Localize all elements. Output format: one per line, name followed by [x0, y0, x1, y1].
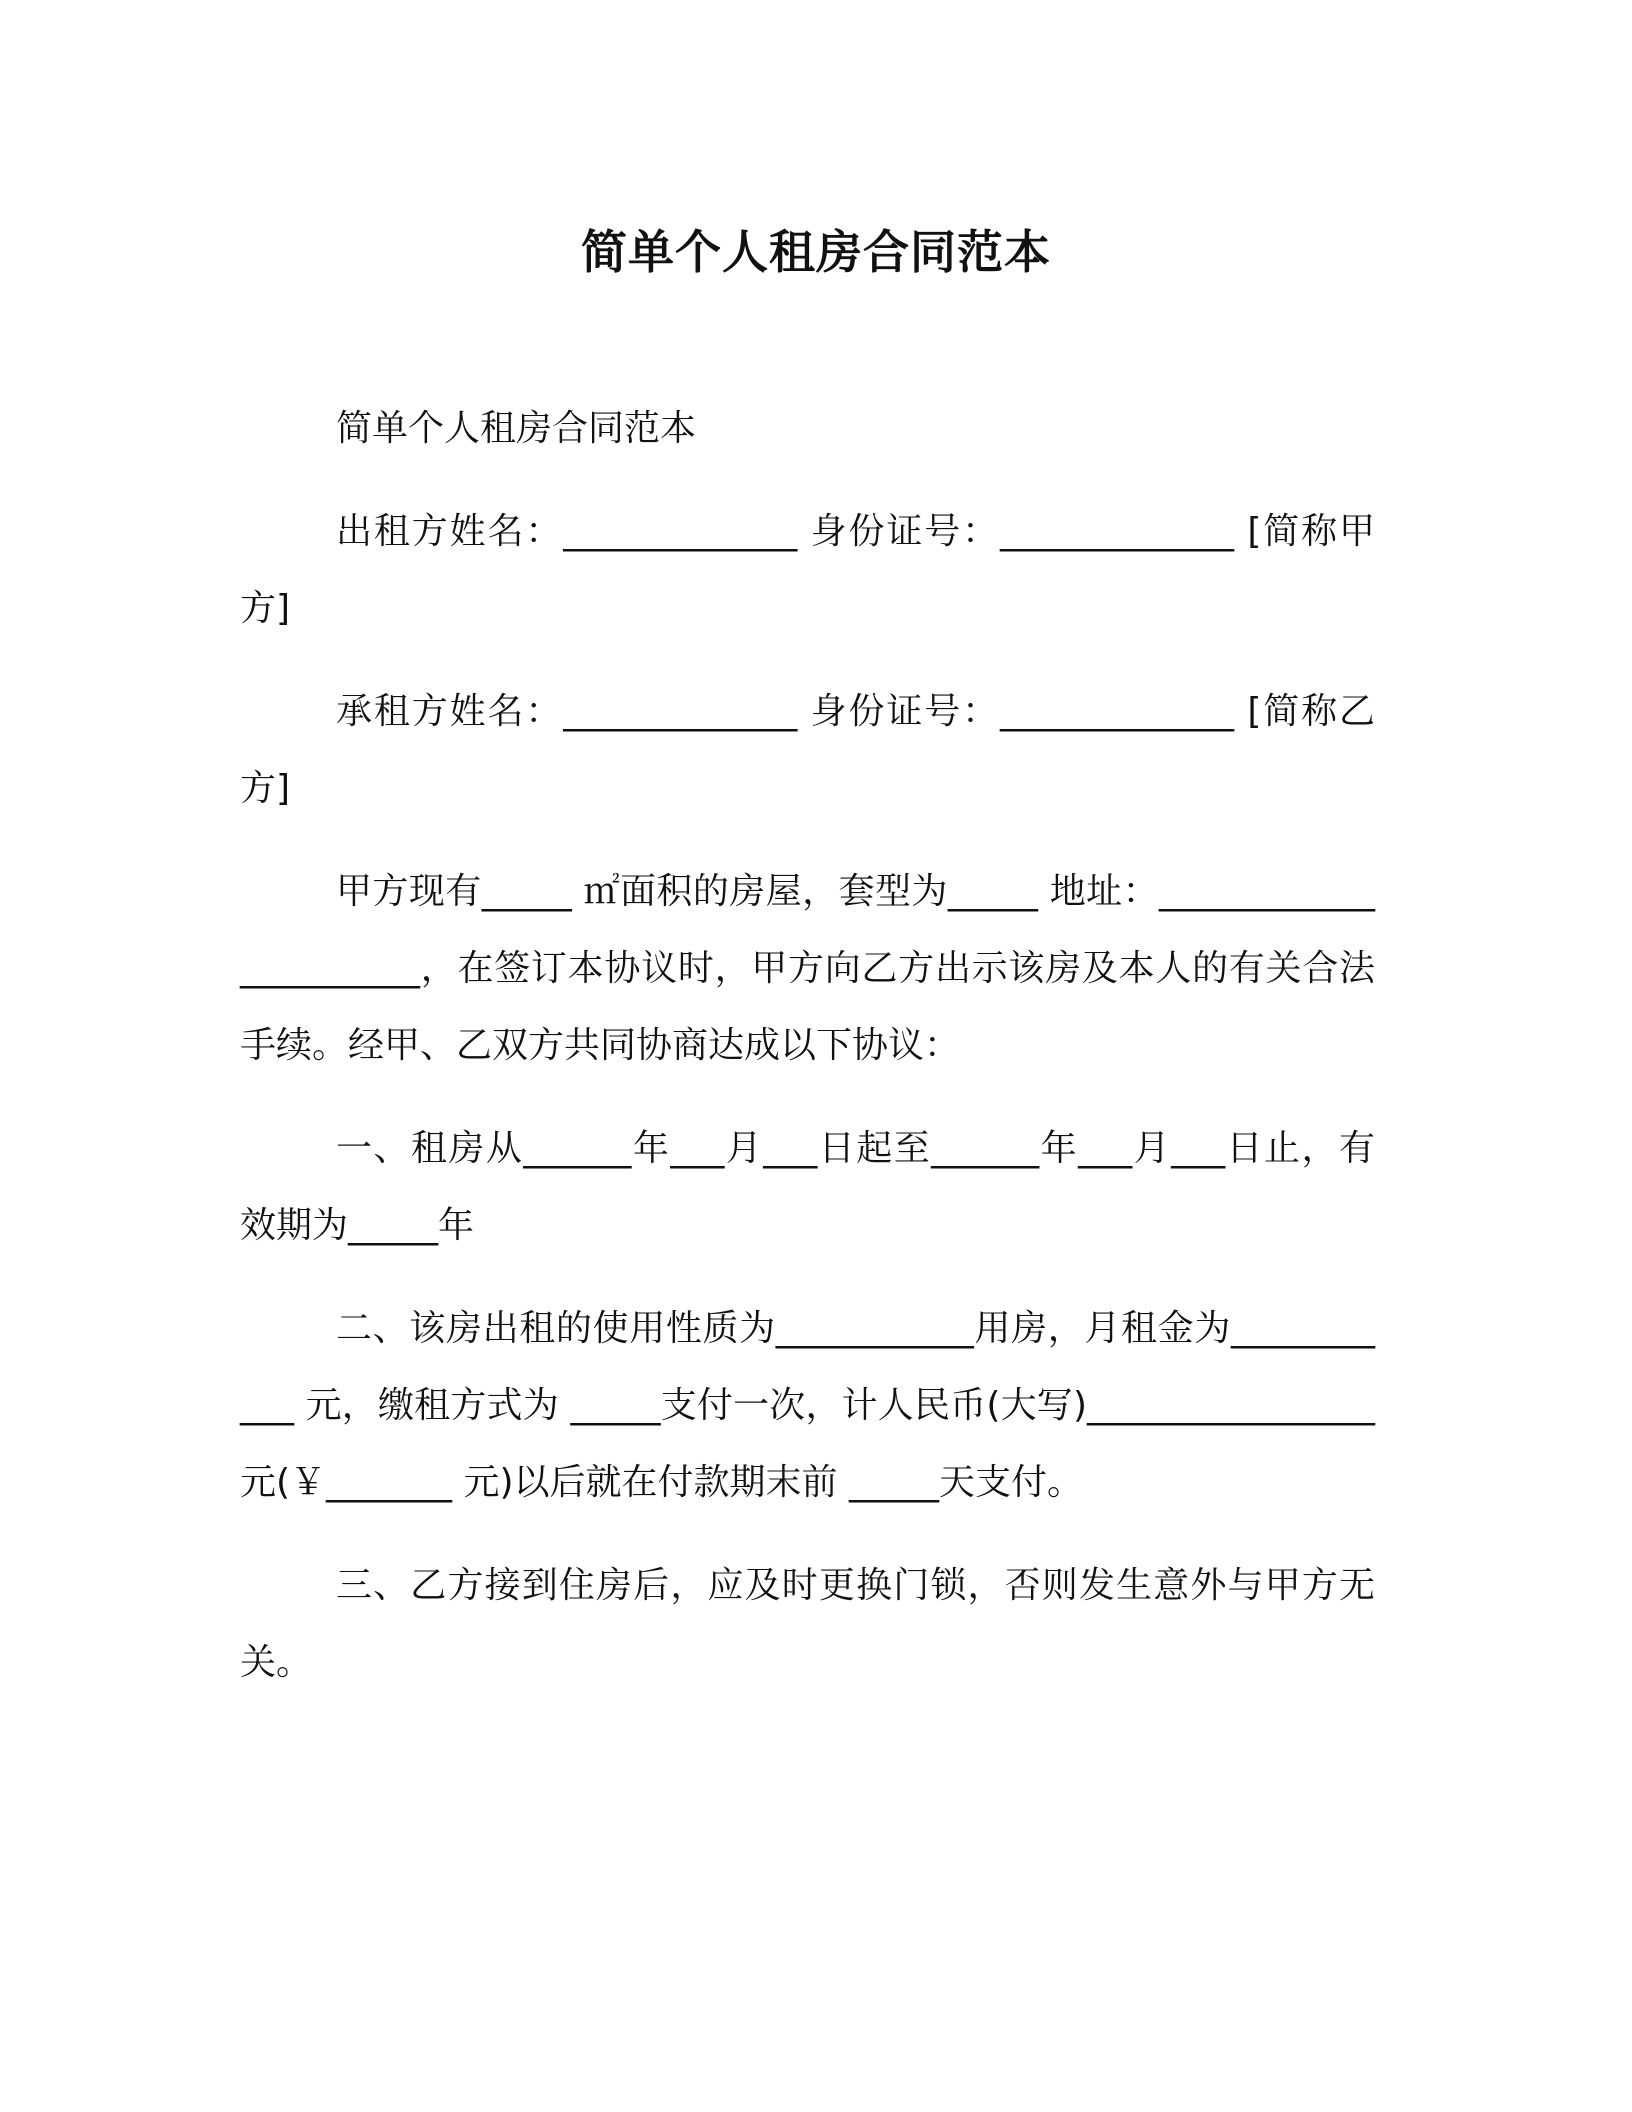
- document-body: [240, 390, 1375, 1727]
- property-description-paragraph: 甲方现有_____ ㎡面积的房屋，套型为_____ 地址：______________________，在签订本协议时，甲方向乙方出示该房及本人的有关合法手续。经甲、乙双方共同协商达成以下协议：: [240, 871, 1375, 1066]
- clause-2-rent: 二、该房出租的使用性质为___________用房，月租金为___________ 元，缴租方式为 _____支付一次，计人民币(大写)________________元(￥_______ 元)以后就在付款期末前 _____天支付。: [240, 1308, 1375, 1503]
- subtitle-paragraph: 简单个人租房合同范本: [336, 408, 697, 449]
- document-title: 简单个人租房合同范本: [581, 225, 1051, 279]
- clause-3-locks: 三、乙方接到住房后，应及时更换门锁，否则发生意外与甲方无关。: [240, 1565, 1375, 1683]
- clause-1-lease-term: 一、租房从______年___月___日起至______年___月___日止，有效期为_____年: [240, 1128, 1375, 1246]
- landlord-info-paragraph: 出租方姓名：_____________ 身份证号：_____________ [简称甲方]: [240, 511, 1375, 629]
- tenant-info-paragraph: 承租方姓名：_____________ 身份证号：_____________ [简称乙方]: [240, 691, 1375, 809]
